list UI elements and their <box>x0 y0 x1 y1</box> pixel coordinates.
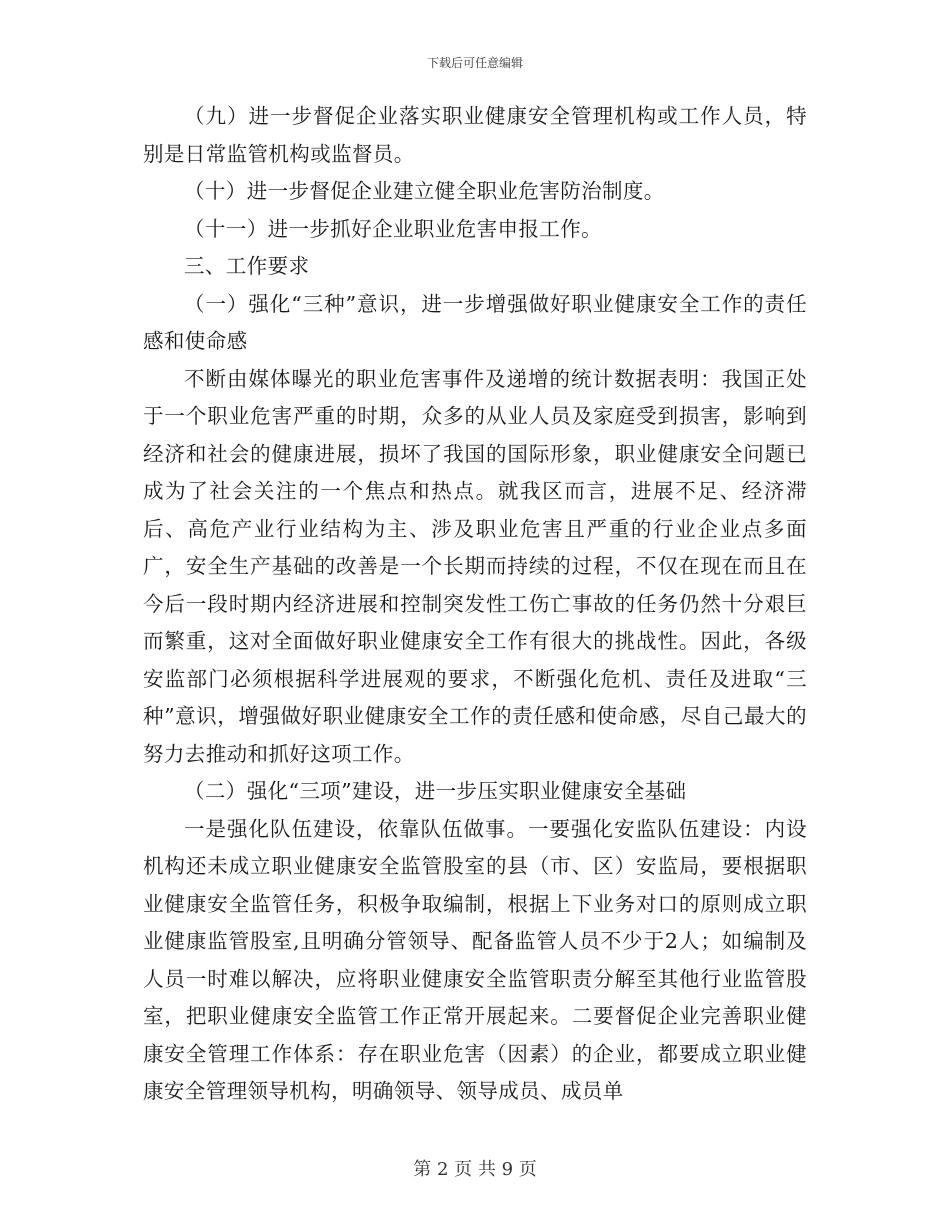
paragraph-item-9: （九）进一步督促企业落实职业健康安全管理机构或工作人员，特别是日常监管机构或监督员。 <box>143 104 807 166</box>
paragraph-item-10: （十）进一步督促企业建立健全职业危害防治制度。 <box>184 179 665 203</box>
page-number: 第 2 页 共 9 页 <box>413 1159 537 1180</box>
header-note: 下载后可任意编辑 <box>426 56 523 70</box>
subsection-heading-1: （一）强化“三种”意识，进一步增强做好职业健康安全工作的责任感和使命感 <box>143 291 807 353</box>
paragraph-item-11: （十一）进一步抓好企业职业危害申报工作。 <box>184 216 602 241</box>
subsection-heading-2: （二）强化“三项”建设，进一步压实职业健康安全基础 <box>184 779 687 803</box>
section-heading-work-requirements: 三、工作要求 <box>184 254 310 278</box>
page-footer <box>0 1155 950 1181</box>
body-paragraph: 一是强化队伍建设，依靠队伍做事。一要强化安监队伍建设：内设机构还未成立职业健康安全监管股室的县（市、区）安监局，要根据职业健康安全监管任务，积极争取编制，根据上下业务对口的原则成立职业健康监管股室,且明确分管领导、配备监管人员不少于2人；如编制及人员一时难以解决，应将职业健康安全监管职责分解至其他行业监管股室，把职业健康安全监管工作正常开展起来。二要督促企业完善职业健康安全管理工作体系：存在职业危害（因素）的企业，都要成立职业健康安全管理领导机构，明确领导、领导成员、成员单 <box>143 816 807 1103</box>
document-body <box>143 98 807 1111</box>
body-paragraph: 不断由媒体曝光的职业危害事件及递增的统计数据表明：我国正处于一个职业危害严重的时期，众多的从业人员及家庭受到损害，影响到经济和社会的健康进展，损坏了我国的国际形象，职业健康安全问题已成为了社会关注的一个焦点和热点。就我区而言，进展不足、经济滞后、高危产业行业结构为主、涉及职业危害且严重的行业企业点多面广，安全生产基础的改善是一个长期而持续的过程，不仅在现在而且在今后一段时期内经济进展和控制突发性工伤亡事故的任务仍然十分艰巨而繁重，这对全面做好职业健康安全工作有很大的挑战性。因此，各级安监部门必须根据科学进展观的要求，不断强化危机、责任及进取“三种”意识，增强做好职业健康安全工作的责任感和使命感，尽自己最大的努力去推动和抓好这项工作。 <box>143 366 807 766</box>
page-header <box>0 54 950 71</box>
